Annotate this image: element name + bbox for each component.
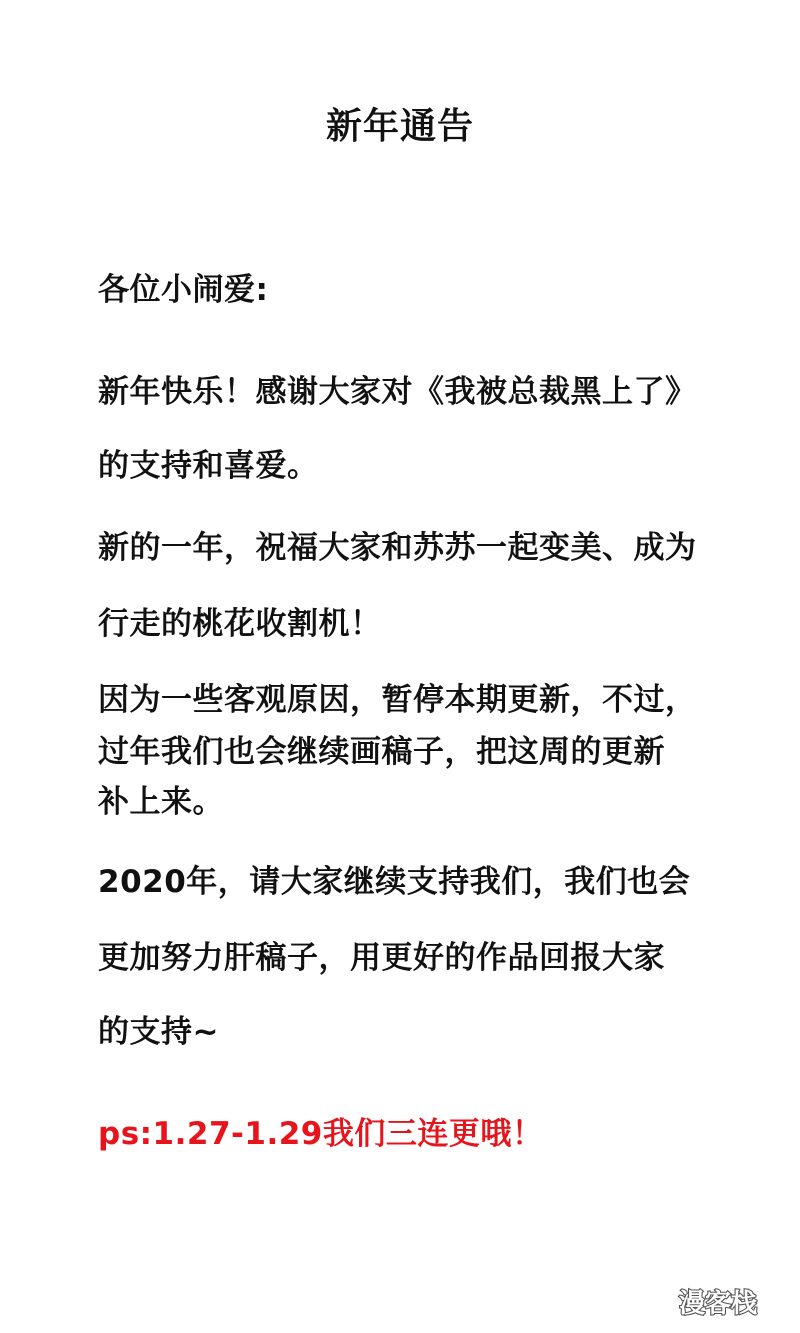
body-line: 行走的桃花收割机！ [98, 606, 382, 642]
body-line: 新的一年，祝福大家和苏苏一起变美、成为 [98, 530, 697, 566]
body-line: 过年我们也会继续画稿子，把这周的更新 [98, 734, 665, 770]
greeting: 各位小闹爱: [98, 272, 269, 308]
body-line: 因为一些客观原因，暂停本期更新，不过， [98, 682, 697, 718]
body-line: 更加努力肝稿子，用更好的作品回报大家 [98, 940, 665, 976]
watermark-text: 漫客栈 [678, 1289, 758, 1319]
watermark-logo [658, 1283, 778, 1323]
body-line: 的支持~ [98, 1014, 219, 1050]
body-line: 补上来。 [98, 784, 224, 820]
ps-note: ps:1.27-1.29我们三连更哦！ [98, 1116, 544, 1152]
body-line: 2020年，请大家继续支持我们，我们也会 [98, 864, 691, 900]
body-line: 新年快乐！感谢大家对《我被总裁黑上了》 [98, 374, 697, 410]
page-title: 新年通告 [325, 106, 474, 147]
body-line: 的支持和喜爱。 [98, 448, 319, 484]
